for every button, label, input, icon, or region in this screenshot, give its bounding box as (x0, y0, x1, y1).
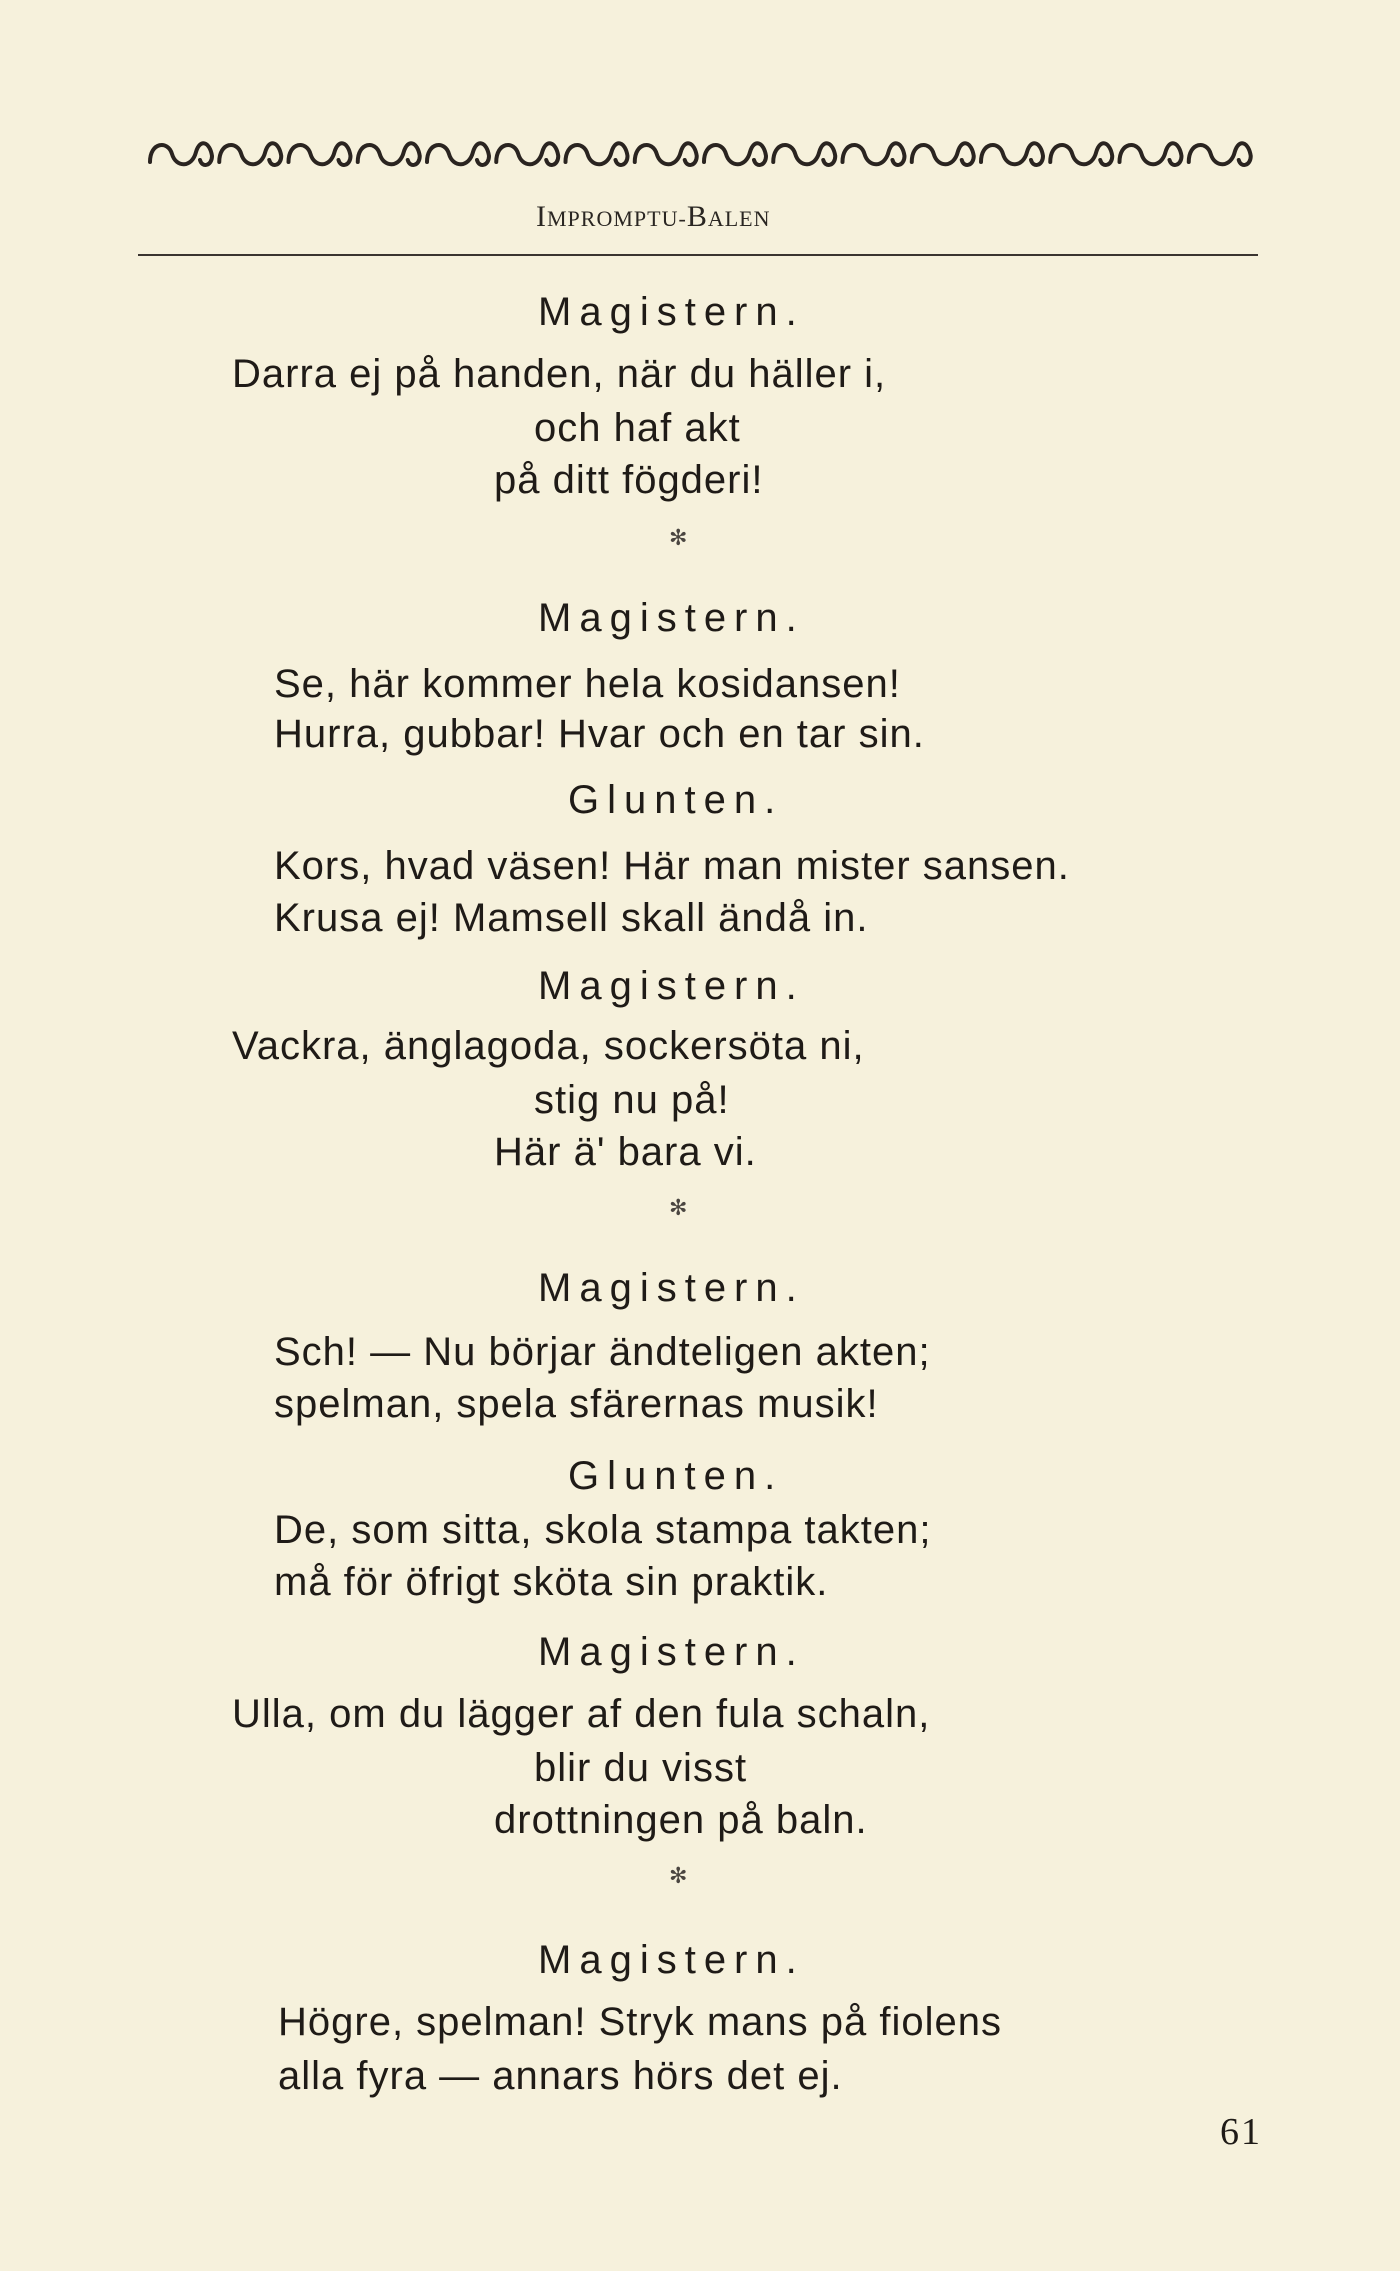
ornament-scroll-segment (773, 143, 835, 165)
speaker-name: Magistern. (538, 1266, 805, 1310)
verse-line: Ulla, om du lägger af den fula schaln, (232, 1692, 931, 1736)
verse-line: spelman, spela sfärernas musik! (274, 1382, 879, 1426)
ornament-scroll-segment (1189, 143, 1251, 165)
running-head-cap-1: I (536, 200, 547, 233)
verse-line: Krusa ej! Mamsell skall ändå in. (274, 896, 869, 940)
ornament-scroll-segment (427, 143, 489, 165)
speaker-name: Magistern. (538, 1630, 805, 1674)
ornament-scroll-segment (1120, 143, 1182, 165)
speaker-name: Glunten. (568, 778, 784, 822)
verse-line: Vackra, änglagoda, sockersöta ni, (232, 1024, 865, 1068)
speaker-name: Magistern. (538, 1938, 805, 1982)
running-head (536, 200, 770, 234)
ornament-scroll-segment (566, 143, 628, 165)
ornament-scroll-segment (358, 143, 420, 165)
ornament-scroll-segment (150, 143, 212, 165)
verse-line: De, som sitta, skola stampa takten; (274, 1508, 932, 1552)
verse-line: Hurra, gubbar! Hvar och en tar sin. (274, 712, 925, 756)
ornament-scroll-segment (496, 143, 558, 165)
ornament-scroll-segment (289, 143, 351, 165)
section-divider-star: ✻ (669, 1196, 688, 1221)
header-rule (138, 254, 1258, 256)
speaker-name: Magistern. (538, 290, 805, 334)
verse-line: drottningen på baln. (494, 1798, 868, 1842)
verse-line: och haf akt (534, 406, 741, 450)
speaker-name: Glunten. (568, 1454, 784, 1498)
verse-line: blir du visst (534, 1746, 748, 1790)
verse-line: Sch! — Nu börjar ändteligen akten; (274, 1330, 931, 1374)
section-divider-star: ✻ (669, 526, 688, 551)
verse-line: Högre, spelman! Stryk mans på fiolens (278, 2000, 1002, 2044)
verse-line: stig nu på! (534, 1078, 730, 1122)
ornament-scroll-segment (704, 143, 766, 165)
verse-line: må för öfrigt sköta sin praktik. (274, 1560, 829, 1604)
ornament-scroll-segment (635, 143, 697, 165)
verse-line: alla fyra — annars hörs det ej. (278, 2054, 843, 2098)
verse-line: Se, här kommer hela kosidansen! (274, 662, 901, 706)
ornament-scroll-segment (912, 143, 974, 165)
verse-line: Här ä' bara vi. (494, 1130, 757, 1174)
ornament-scroll-segment (981, 143, 1043, 165)
running-head-rest-2: ALEN (707, 206, 771, 231)
speaker-name: Magistern. (538, 964, 805, 1008)
speaker-name: Magistern. (538, 596, 805, 640)
scroll-wave-ornament-icon (146, 132, 1254, 178)
verse-line: Kors, hvad väsen! Här man mister sansen. (274, 844, 1070, 888)
verse-line: på ditt fögderi! (494, 458, 764, 502)
running-head-rest-1: MPROMPTU- (547, 206, 687, 231)
ornament-scroll-segment (843, 143, 905, 165)
ornament-scroll-segment (1050, 143, 1112, 165)
section-divider-star: ✻ (669, 1864, 688, 1889)
ornament-scroll-segment (219, 143, 281, 165)
page-number: 61 (1220, 2111, 1262, 2153)
verse-line: Darra ej på handen, när du häller i, (232, 352, 887, 396)
running-head-cap-2: B (686, 200, 708, 233)
